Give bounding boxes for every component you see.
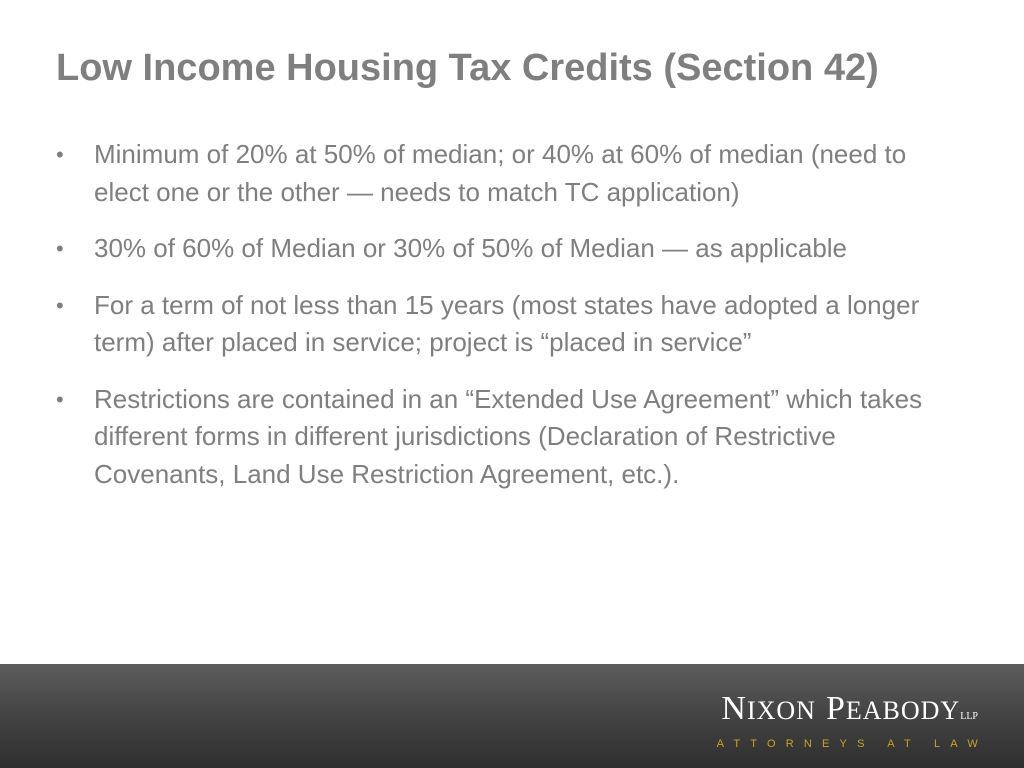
footer-bar [0,664,1024,768]
company-logo [716,690,988,750]
slide-title: Low Income Housing Tax Credits (Section 42) [56,47,879,89]
logo-wordmark [717,692,978,734]
bullet-icon: • [56,386,64,412]
bullet-icon: • [56,236,64,261]
bullet-icon: • [56,292,64,318]
bullet-text: 30% of 60% of Median or 30% of 50% of Median — as applicable [94,233,848,263]
bullet-item [56,136,956,211]
logo-initial-p: P [825,690,846,727]
logo-initial-n: N [721,690,747,727]
logo-tagline: ATTORNEYS AT LAW [716,738,988,750]
bullet-icon: • [56,142,64,167]
bullet-text: For a term of not less than 15 years (most states have adopted a longer term) after placed in service; project is “placed in service” [94,289,920,357]
bullet-text: Restrictions are contained in an “Extended Use Agreement” which takes different forms in different jurisdictions (Declaration of Restrictive Covenants, Land Use Restriction Agreement, etc.). [94,383,923,489]
bullet-item [56,230,956,268]
logo-text-eabody: EABODY [845,696,961,725]
bullet-list [56,136,956,512]
bullet-item [56,287,956,362]
bullet-item [56,381,956,494]
bullet-text: Minimum of 20% at 50% of median; or 40% at 60% of median (need to elect one or the other — needs to match TC application) [94,139,907,207]
logo-text-ixon: IXON [746,696,816,725]
logo-suffix: LLP [960,711,978,722]
